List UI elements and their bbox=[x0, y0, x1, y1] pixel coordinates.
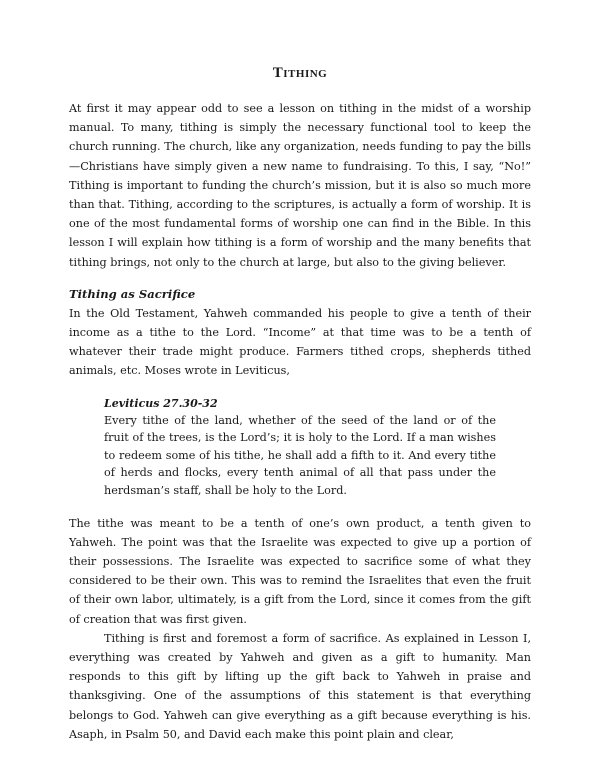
body-paragraph-indented: Tithing is first and foremost a form of sacrifice. As explained in Lesson I, everything was created by Yahweh and given as a gift to humanity. Man responds to this gift by lifting up the gift back to Yahweh in praise and thanksgiving. One of the assumptions of this statement is that everything belongs to God. Yahweh can give everything as a gift because everything is his. Asaph, in Psalm 50, and David each make this point plain and clear, bbox=[69, 631, 531, 741]
document-page bbox=[69, 64, 531, 744]
quote-text: Every tithe of the land, whether of the seed of the land or of the fruit of the trees, is the Lord’s; it is holy to the Lord. If a man wishes to redeem some of his tithe, he shall add a fifth to it. And every tithe of herds and flocks, every tenth animal of all that pass under the herdsman’s staff, shall be holy to the Lord. bbox=[104, 413, 496, 498]
section-heading: Tithing as Sacrifice bbox=[69, 286, 196, 301]
scripture-quote bbox=[104, 395, 496, 500]
page-title: Tithing bbox=[272, 65, 328, 81]
intro-paragraph: At first it may appear odd to see a lesson on tithing in the midst of a worship manual. To many, tithing is simply the necessary functional tool to keep the church running. The church, like any organization, needs funding to pay the bills—Christians have simply given a new name to fundraising. To this, I say, “No!” Tithing is important to funding the church’s mission, but it is also so much more than that. Tithing, according to the scriptures, is actually a form of worship. It is one of the most fundamental forms of worship one can find in the Bible. In this lesson I will explain how tithing is a form of worship and the many benefits that tithing brings, not only to the church at large, but also to the giving believer. bbox=[69, 102, 531, 269]
section-paragraph: In the Old Testament, Yahweh commanded his people to give a tenth of their income as a tithe to the Lord. “Income” at that time was to be a tenth of whatever their trade might produce. Farmers tithed crops, shepherds tithed animals, etc. Moses wrote in Leviticus, bbox=[69, 306, 531, 378]
quote-reference: Leviticus 27.30-32 bbox=[104, 396, 218, 410]
body-paragraph: The tithe was meant to be a tenth of one’s own product, a tenth given to Yahweh. The point was that the Israelite was expected to give up a portion of their possessions. The Israelite was expected to sacrifice some of what they considered to be their own. This was to remind the Israelites that even the fruit of their own labor, ultimately, is a gift from the Lord, since it comes from the gift of creation that was first given. bbox=[69, 516, 531, 626]
